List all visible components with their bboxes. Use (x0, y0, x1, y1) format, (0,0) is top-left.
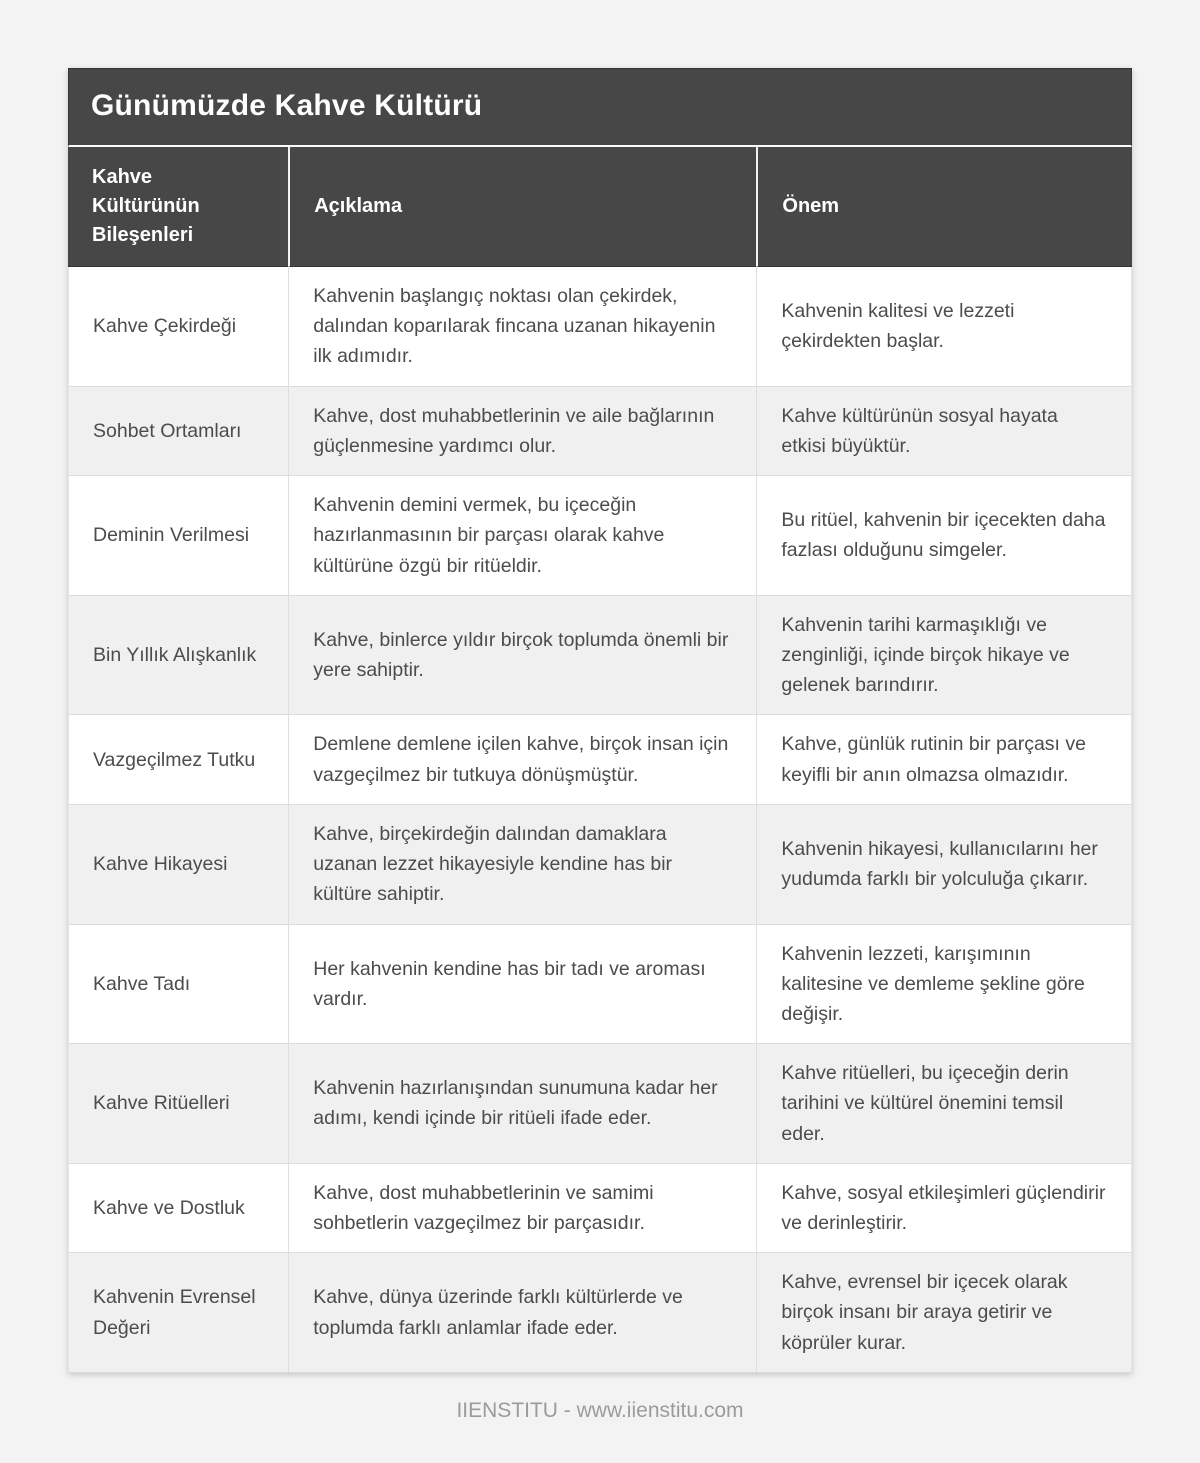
page-title: Günümüzde Kahve Kültürü (68, 68, 1132, 147)
importance-cell: Kahvenin kalitesi ve lezzeti çekirdekten başlar. (756, 267, 1132, 386)
table-body (68, 267, 1132, 1373)
description-cell: Demlene demlene içilen kahve, birçok insan için vazgeçilmez bir tutkuya dönüşmüştür. (288, 714, 756, 803)
component-cell: Kahve Hikayesi (68, 804, 288, 924)
importance-cell: Kahvenin hikayesi, kullanıcılarını her yudumda farklı bir yolculuğa çıkarır. (756, 804, 1132, 924)
importance-cell: Kahve, evrensel bir içecek olarak birçok insanı bir araya getirir ve köprüler kurar. (756, 1252, 1132, 1373)
description-cell: Kahvenin başlangıç noktası olan çekirdek, dalından koparılarak fincana uzanan hikayenin ilk adımıdır. (288, 267, 756, 386)
description-cell: Kahve, binlerce yıldır birçok toplumda önemli bir yere sahiptir. (288, 595, 756, 715)
table-row (68, 1252, 1132, 1373)
table-row (68, 804, 1132, 924)
description-cell: Her kahvenin kendine has bir tadı ve aroması vardır. (288, 924, 756, 1044)
importance-cell: Kahve, sosyal etkileşimleri güçlendirir ve derinleştirir. (756, 1163, 1132, 1252)
component-cell: Deminin Verilmesi (68, 475, 288, 595)
description-cell: Kahve, dünya üzerinde farklı kültürlerde ve toplumda farklı anlamlar ifade eder. (288, 1252, 756, 1373)
footer-credit: IIENSTITU - www.iienstitu.com (456, 1398, 744, 1422)
column-header-importance: Önem (756, 147, 1132, 267)
importance-cell: Bu ritüel, kahvenin bir içecekten daha fazlası olduğunu simgeler. (756, 475, 1132, 595)
table-row (68, 475, 1132, 595)
component-cell: Kahve Tadı (68, 924, 288, 1044)
description-cell: Kahvenin hazırlanışından sunumuna kadar her adımı, kendi içinde bir ritüeli ifade eder. (288, 1043, 756, 1163)
table-row (68, 1043, 1132, 1163)
component-cell: Kahve Ritüelleri (68, 1043, 288, 1163)
description-cell: Kahve, birçekirdeğin dalından damaklara uzanan lezzet hikayesiyle kendine has bir kültüre sahiptir. (288, 804, 756, 924)
table-row (68, 714, 1132, 803)
description-cell: Kahvenin demini vermek, bu içeceğin hazırlanmasının bir parçası olarak kahve kültürüne özgü bir ritüeldir. (288, 475, 756, 595)
table-row (68, 595, 1132, 715)
table-row (68, 386, 1132, 475)
table-row (68, 1163, 1132, 1252)
coffee-culture-table-card (68, 68, 1132, 1373)
component-cell: Sohbet Ortamları (68, 386, 288, 475)
importance-cell: Kahve, günlük rutinin bir parçası ve keyifli bir anın olmazsa olmazıdır. (756, 714, 1132, 803)
component-cell: Vazgeçilmez Tutku (68, 714, 288, 803)
table-row (68, 924, 1132, 1044)
description-cell: Kahve, dost muhabbetlerinin ve samimi sohbetlerin vazgeçilmez bir parçasıdır. (288, 1163, 756, 1252)
component-cell: Kahve ve Dostluk (68, 1163, 288, 1252)
table-header (68, 147, 1132, 267)
importance-cell: Kahvenin lezzeti, karışımının kalitesine ve demleme şekline göre değişir. (756, 924, 1132, 1044)
importance-cell: Kahvenin tarihi karmaşıklığı ve zenginliği, içinde birçok hikaye ve gelenek barındırır. (756, 595, 1132, 715)
importance-cell: Kahve ritüelleri, bu içeceğin derin tarihini ve kültürel önemini temsil eder. (756, 1043, 1132, 1163)
component-cell: Kahve Çekirdeği (68, 267, 288, 386)
table-row (68, 267, 1132, 386)
column-header-components: Kahve Kültürünün Bileşenleri (68, 147, 288, 267)
component-cell: Bin Yıllık Alışkanlık (68, 595, 288, 715)
description-cell: Kahve, dost muhabbetlerinin ve aile bağlarının güçlenmesine yardımcı olur. (288, 386, 756, 475)
header-row (68, 147, 1132, 267)
coffee-culture-table (68, 147, 1132, 1373)
importance-cell: Kahve kültürünün sosyal hayata etkisi büyüktür. (756, 386, 1132, 475)
column-header-description: Açıklama (288, 147, 756, 267)
component-cell: Kahvenin Evrensel Değeri (68, 1252, 288, 1373)
